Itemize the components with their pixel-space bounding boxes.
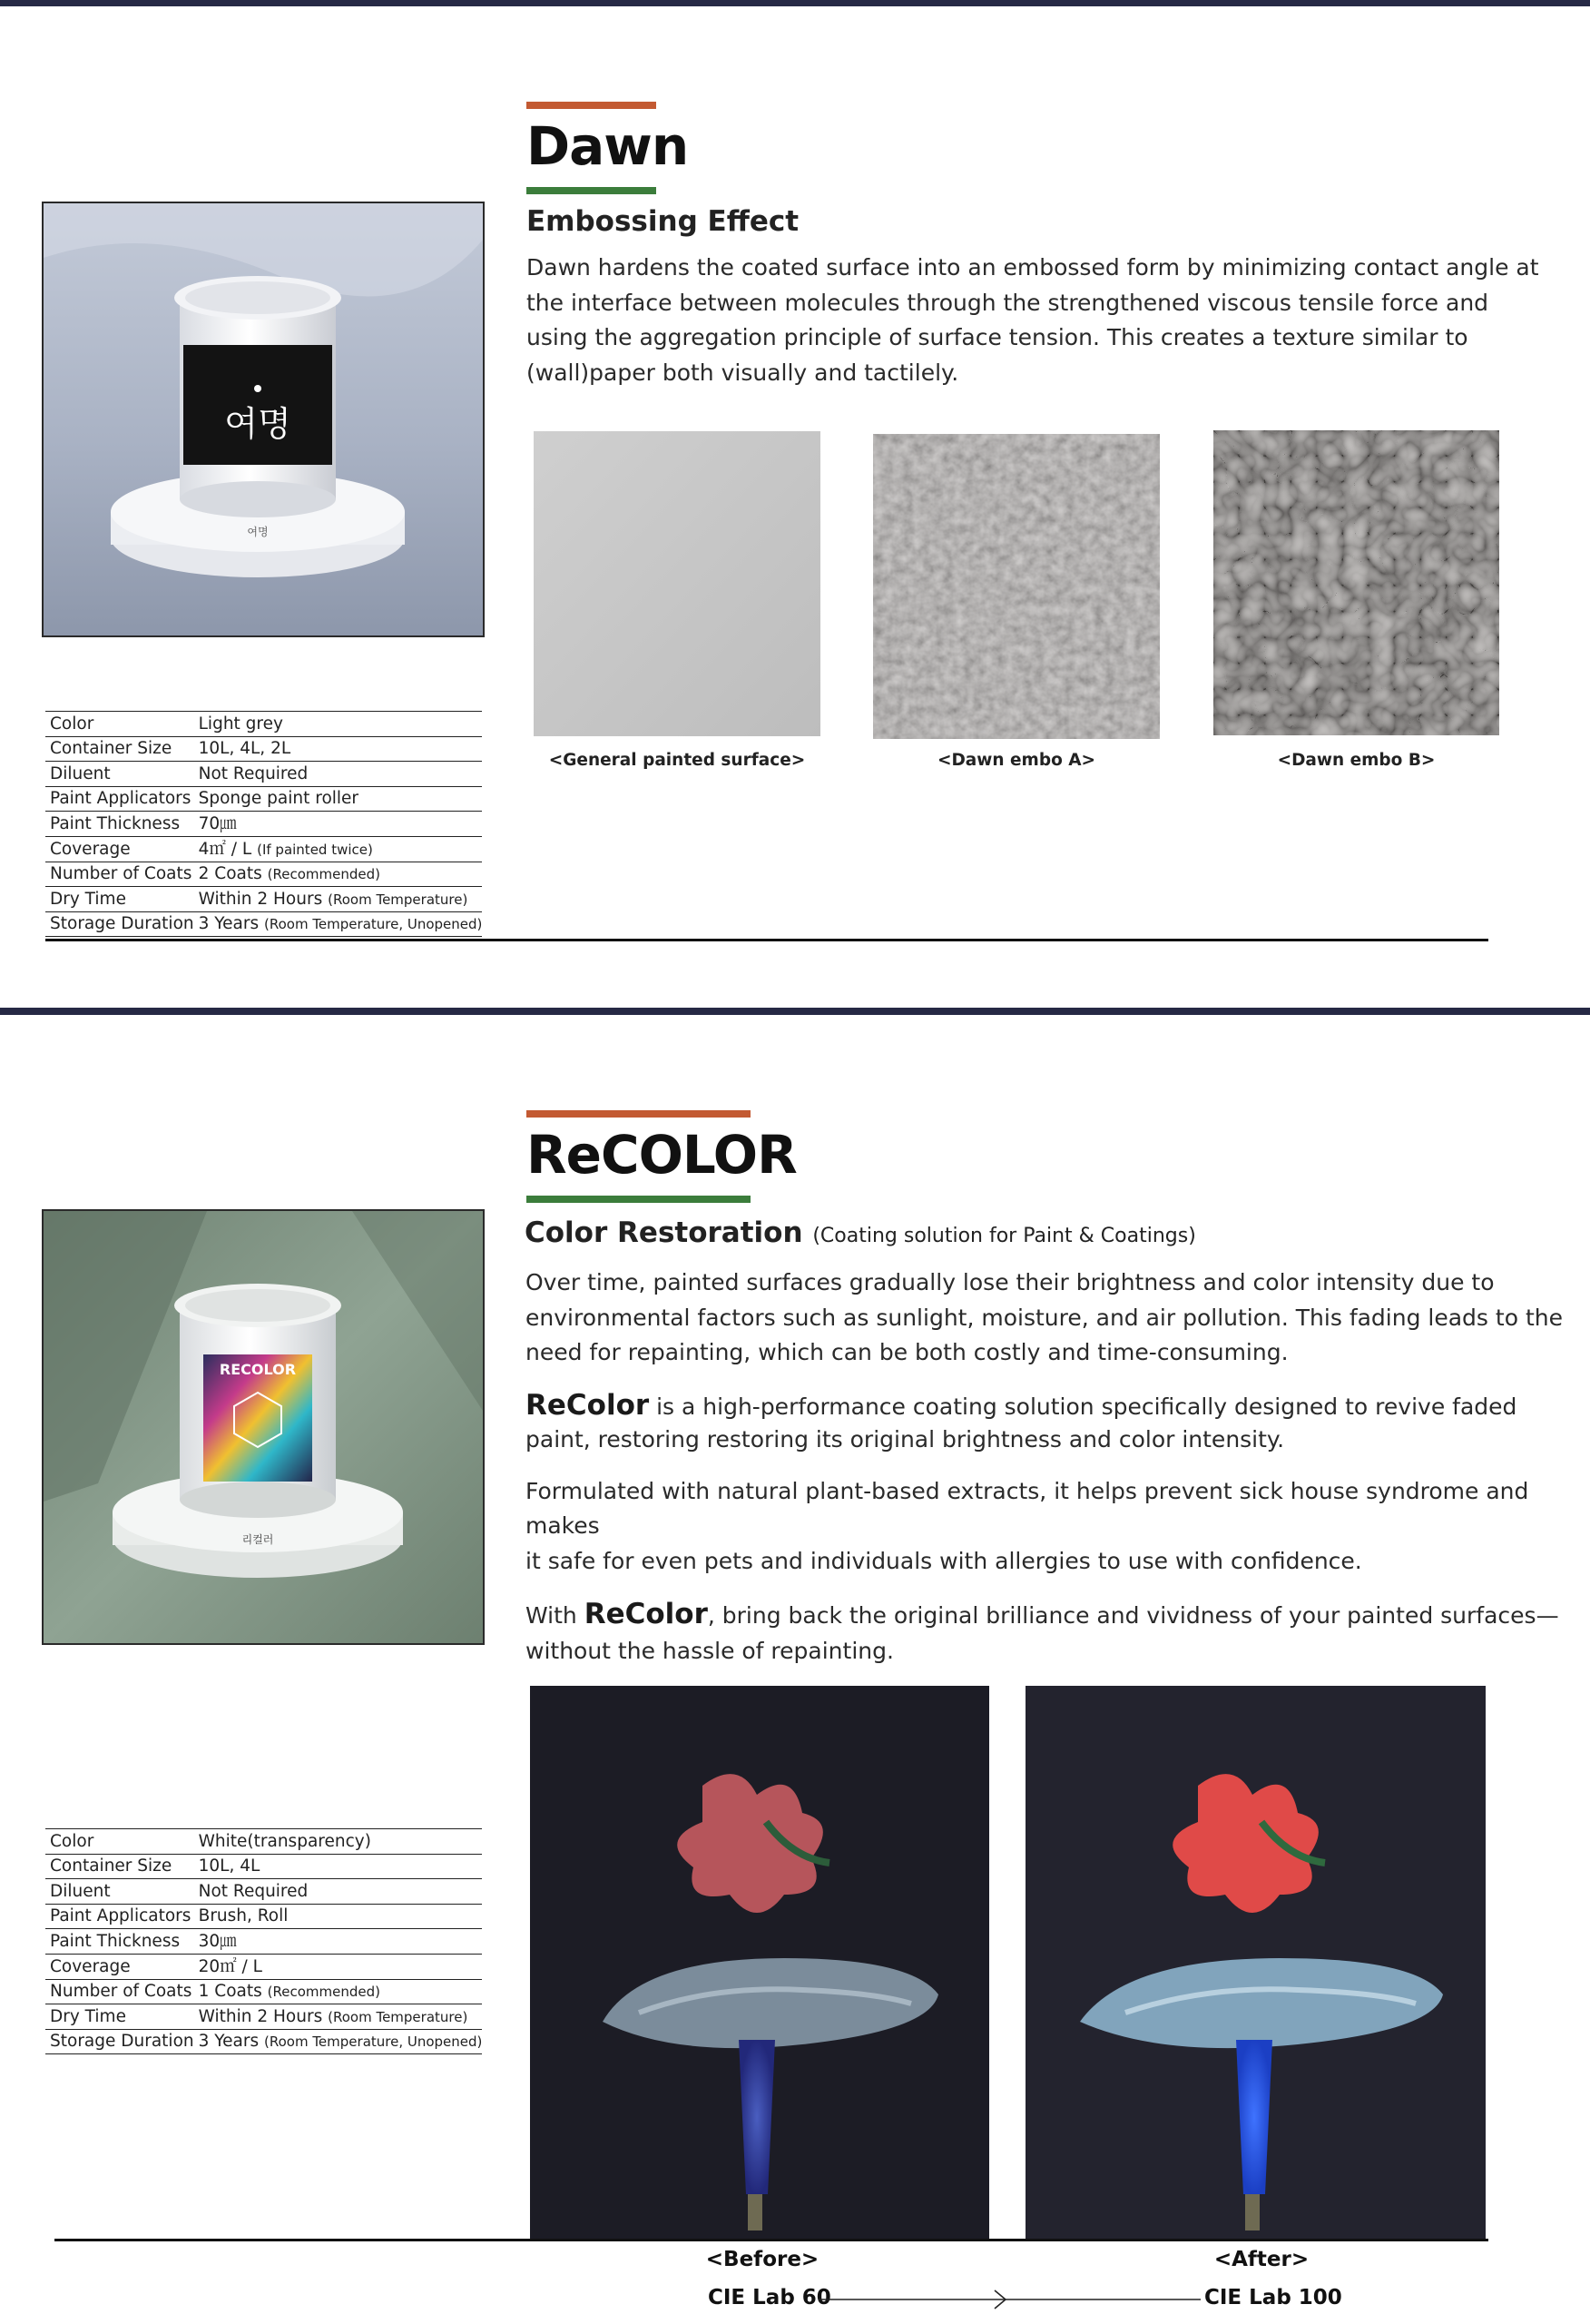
- spec-value-text: 10L, 4L, 2L: [198, 739, 291, 759]
- spec-value: [194, 1979, 483, 2004]
- dawn-description: [526, 251, 1543, 409]
- sample-dawn-embo-b: [1213, 430, 1499, 735]
- spec-key: Container Size: [45, 736, 194, 762]
- caption-general-surface: <General painted surface>: [548, 751, 806, 770]
- before-value: CIE Lab 60: [708, 2286, 831, 2309]
- recolor-para-4-text: , bring back the original brilliance and vividness of your painted surfaces—without the hassle of repainting.: [525, 1602, 1559, 1664]
- recolor-para-4: [525, 1597, 1578, 1669]
- dawn-paint-bucket-image: [44, 203, 483, 635]
- table-row: [45, 762, 482, 787]
- spec-value-text: 30㎛: [198, 1931, 237, 1951]
- table-row: [45, 1879, 482, 1905]
- spec-value: [194, 887, 483, 912]
- recolor-spec-table: [45, 1828, 482, 2054]
- spec-value-text: Within 2 Hours: [198, 2006, 323, 2026]
- spec-note: (Room Temperature): [328, 891, 468, 908]
- table-row: [45, 736, 482, 762]
- spec-value-text: 10L, 4L: [198, 1856, 260, 1876]
- table-row: [45, 2004, 482, 2030]
- spec-key: Container Size: [45, 1854, 194, 1879]
- title-accent-top: [526, 1110, 751, 1118]
- spec-value: [194, 1929, 483, 1955]
- spec-value-text: 1 Coats: [198, 1982, 262, 2002]
- dawn-subtitle: Embossing Effect: [526, 205, 800, 238]
- spec-key: Diluent: [45, 762, 194, 787]
- caption-dawn-embo-a: <Dawn embo A>: [937, 751, 1096, 770]
- recolor-para-3-line-1: Formulated with natural plant-based extracts, it helps prevent sick house syndrome and makes: [525, 1477, 1529, 1539]
- spec-value-text: 70㎛: [198, 813, 237, 833]
- spec-note: (Room Temperature, Unopened): [263, 916, 483, 933]
- recolor-brand-name: ReColor: [584, 1598, 708, 1630]
- table-row: [45, 1854, 482, 1879]
- spec-value: [194, 1954, 483, 1979]
- recolor-para-4-prefix: With: [525, 1602, 584, 1629]
- spec-value: [194, 786, 483, 812]
- table-row: [45, 1829, 482, 1855]
- spec-value: [194, 2029, 483, 2054]
- spec-value: [194, 1829, 483, 1855]
- after-value: CIE Lab 100: [1204, 2286, 1342, 2309]
- title-accent-bottom: [526, 187, 656, 194]
- spec-note: (Recommended): [267, 866, 380, 883]
- recolor-paint-bucket-image: [44, 1211, 483, 1643]
- dawn-product-photo: [42, 202, 485, 637]
- caption-dawn-embo-b: <Dawn embo B>: [1277, 751, 1436, 770]
- spec-key: Number of Coats: [45, 1979, 194, 2004]
- spec-note: (Room Temperature): [328, 2008, 468, 2025]
- dawn-base-label: 여명: [247, 526, 269, 538]
- spec-value-text: Within 2 Hours: [198, 889, 323, 909]
- recolor-subtitle-note: (Coating solution for Paint & Coatings): [812, 1225, 1196, 1247]
- spec-key: Coverage: [45, 1954, 194, 1979]
- embo-a-texture: [873, 434, 1160, 739]
- recolor-subtitle: [525, 1216, 1196, 1249]
- recolor-product-photo: [42, 1209, 485, 1645]
- spec-key: Paint Applicators: [45, 786, 194, 812]
- after-label: <After>: [1213, 2248, 1310, 2271]
- section-divider-bar: [0, 1008, 1590, 1015]
- table-row: [45, 887, 482, 912]
- spec-key: Dry Time: [45, 2004, 194, 2030]
- spec-value-text: 20㎡ / L: [198, 1956, 262, 1976]
- recolor-title: ReCOLOR: [526, 1124, 797, 1186]
- spec-value-text: 3 Years: [198, 2032, 260, 2052]
- spec-value-text: 2 Coats: [198, 864, 262, 884]
- recolor-para-1: Over time, painted surfaces gradually lose their brightness and color intensity due to environmental factors such as sunlight, moisture, and air pollution. This fading leads to the need for repainting, which can be both costly and time-consuming.: [525, 1269, 1563, 1365]
- spec-value-text: Light grey: [198, 714, 283, 734]
- table-row: [45, 1954, 482, 1979]
- spec-value: [194, 712, 483, 737]
- embo-b-texture: [1213, 430, 1499, 735]
- spec-value-text: Sponge paint roller: [198, 789, 359, 809]
- spec-value: [194, 736, 483, 762]
- dawn-section-rule: [45, 939, 1488, 941]
- recolor-subtitle-text: Color Restoration: [525, 1216, 803, 1249]
- dawn-title: Dawn: [526, 115, 689, 177]
- spec-key: Coverage: [45, 836, 194, 862]
- table-row: [45, 2029, 482, 2054]
- general-surface-texture: [534, 431, 820, 736]
- spec-key: Paint Thickness: [45, 1929, 194, 1955]
- title-accent-top: [526, 102, 656, 109]
- recolor-description: [525, 1265, 1578, 1687]
- recolor-brand-name: ReColor: [525, 1388, 650, 1422]
- spec-value: [194, 812, 483, 837]
- before-after-arrow: [817, 2288, 1202, 2311]
- spec-key: Diluent: [45, 1879, 194, 1905]
- title-accent-bottom: [526, 1196, 751, 1203]
- after-flower-image: [1026, 1686, 1486, 2240]
- dawn-description-text: Dawn hardens the coated surface into an embossed form by minimizing contact angle at the interface between molecules through the strengthened viscous tensile force and using the aggregation principle of surface tension. This creates a texture similar to (wall)paper both visually and tactilely.: [526, 254, 1539, 386]
- spec-note: (If painted twice): [257, 841, 373, 858]
- spec-value: [194, 762, 483, 787]
- table-row: [45, 786, 482, 812]
- recolor-section-rule: [54, 2239, 1488, 2241]
- spec-key: Color: [45, 1829, 194, 1855]
- recolor-bucket-label: RECOLOR: [219, 1361, 297, 1378]
- spec-key: Storage Duration: [45, 2029, 194, 2054]
- table-row: [45, 862, 482, 887]
- after-photo: [1026, 1686, 1486, 2240]
- spec-key: Number of Coats: [45, 862, 194, 887]
- dawn-bucket-label: 여명: [224, 404, 291, 444]
- recolor-base-label: 리컬러: [241, 1533, 274, 1546]
- spec-value: [194, 1854, 483, 1879]
- before-flower-image: [530, 1686, 989, 2240]
- table-row: [45, 712, 482, 737]
- table-row: [45, 812, 482, 837]
- recolor-title-block: [526, 1110, 797, 1203]
- spec-key: Paint Applicators: [45, 1904, 194, 1929]
- spec-value: [194, 836, 483, 862]
- recolor-para-3: [525, 1474, 1578, 1580]
- recolor-para-2: [525, 1389, 1578, 1456]
- dawn-title-block: [526, 102, 689, 194]
- table-row: [45, 911, 482, 937]
- spec-key: Storage Duration: [45, 911, 194, 937]
- spec-note: (Room Temperature, Unopened): [263, 2034, 483, 2051]
- spec-value-text: Not Required: [198, 1881, 309, 1901]
- spec-value-text: Brush, Roll: [198, 1906, 289, 1926]
- spec-value: [194, 1904, 483, 1929]
- spec-key: Color: [45, 712, 194, 737]
- sample-general-surface: [534, 431, 820, 736]
- spec-value-text: White(transparency): [198, 1831, 371, 1851]
- spec-value: [194, 1879, 483, 1905]
- spec-value: [194, 2004, 483, 2030]
- spec-value-text: 4㎡ / L: [198, 839, 252, 859]
- spec-key: Paint Thickness: [45, 812, 194, 837]
- recolor-para-2-text: is a high-performance coating solution specifically designed to revive faded paint, restoring restoring its original brightness and color intensity.: [525, 1393, 1517, 1452]
- dawn-spec-table: [45, 711, 482, 937]
- table-row: [45, 836, 482, 862]
- spec-value: [194, 862, 483, 887]
- table-row: [45, 1904, 482, 1929]
- before-label: <Before>: [705, 2248, 820, 2271]
- table-row: [45, 1979, 482, 2004]
- spec-key: Dry Time: [45, 887, 194, 912]
- spec-value-text: 3 Years: [198, 914, 260, 934]
- spec-value-text: Not Required: [198, 763, 309, 783]
- spec-value: [194, 911, 483, 937]
- spec-note: (Recommended): [267, 1984, 380, 2001]
- sample-dawn-embo-a: [873, 434, 1160, 739]
- before-photo: [530, 1686, 989, 2240]
- top-divider-bar: [0, 0, 1590, 6]
- recolor-para-3-line-2: it safe for even pets and individuals with allergies to use with confidence.: [525, 1547, 1362, 1574]
- table-row: [45, 1929, 482, 1955]
